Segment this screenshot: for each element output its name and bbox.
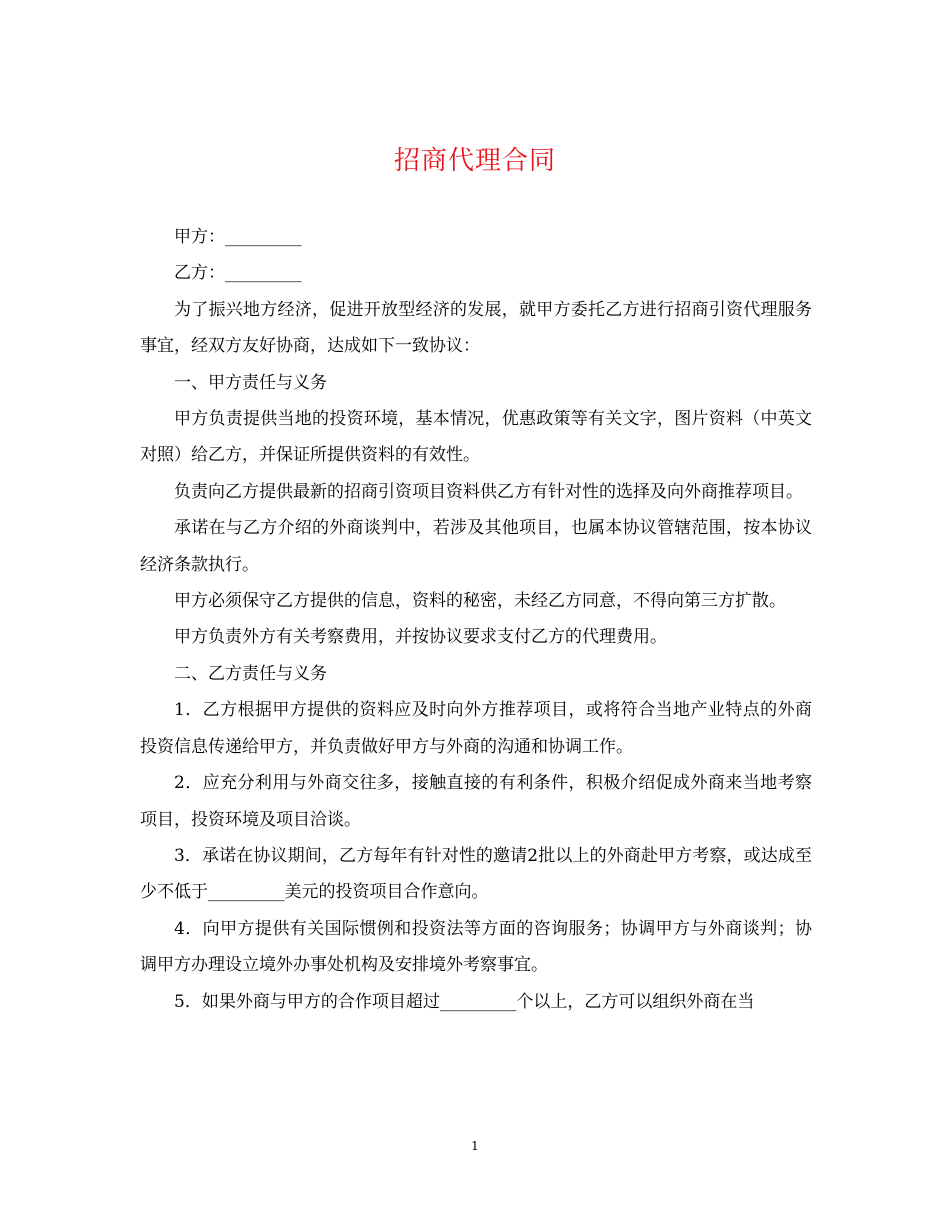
clause-4: 4．向甲方提供有关国际惯例和投资法等方面的咨询服务；协调甲方与外商谈判；协调甲方办理设立境外办事处机构及安排境外考察事宜。 — [140, 918, 812, 976]
paragraph: 负责向乙方提供最新的招商引资项目资料供乙方有针对性的选择及向外商推荐项目。 — [174, 481, 803, 502]
clause-3: 3．承诺在协议期间，乙方每年有针对性的邀请2批以上的外商赴甲方考察，或达成至少不低于_________美元的投资项目合作意向。 — [140, 845, 812, 903]
preamble-paragraph: 为了振兴地方经济，促进开放型经济的发展，就甲方委托乙方进行招商引资代理服务事宜，经双方友好协商，达成如下一致协议： — [140, 299, 812, 357]
section-heading-party-b: 二、乙方责任与义务 — [174, 663, 327, 684]
document-body — [140, 219, 812, 1020]
clause-1: 1．乙方根据甲方提供的资料应及时向外方推荐项目，或将符合当地产业特点的外商投资信息传递给甲方，并负责做好甲方与外商的沟通和协调工作。 — [140, 700, 812, 757]
paragraph: 甲方负责外方有关考察费用，并按协议要求支付乙方的代理费用。 — [174, 627, 667, 648]
party-b-line: 乙方：_________ — [174, 263, 302, 284]
section-heading-party-a: 一、甲方责任与义务 — [174, 372, 327, 393]
paragraph: 甲方负责提供当地的投资环境，基本情况，优惠政策等有关文字，图片资料（中英文对照）给乙方，并保证所提供资料的有效性。 — [140, 409, 812, 466]
page-number: 1 — [471, 1139, 479, 1153]
paragraph: 甲方必须保守乙方提供的信息，资料的秘密，未经乙方同意，不得向第三方扩散。 — [174, 591, 786, 612]
party-a-line: 甲方：_________ — [174, 227, 302, 247]
document-title: 招商代理合同 — [393, 146, 556, 176]
paragraph: 承诺在与乙方介绍的外商谈判中，若涉及其他项目，也属本协议管辖范围，按本协议经济条款执行。 — [140, 518, 812, 575]
clause-5: 5．如果外商与甲方的合作项目超过_________个以上，乙方可以组织外商在当 — [174, 991, 755, 1012]
clause-2: 2．应充分利用与外商交往多，接触直接的有利条件，积极介绍促成外商来当地考察项目，投资环境及项目洽谈。 — [140, 773, 812, 830]
